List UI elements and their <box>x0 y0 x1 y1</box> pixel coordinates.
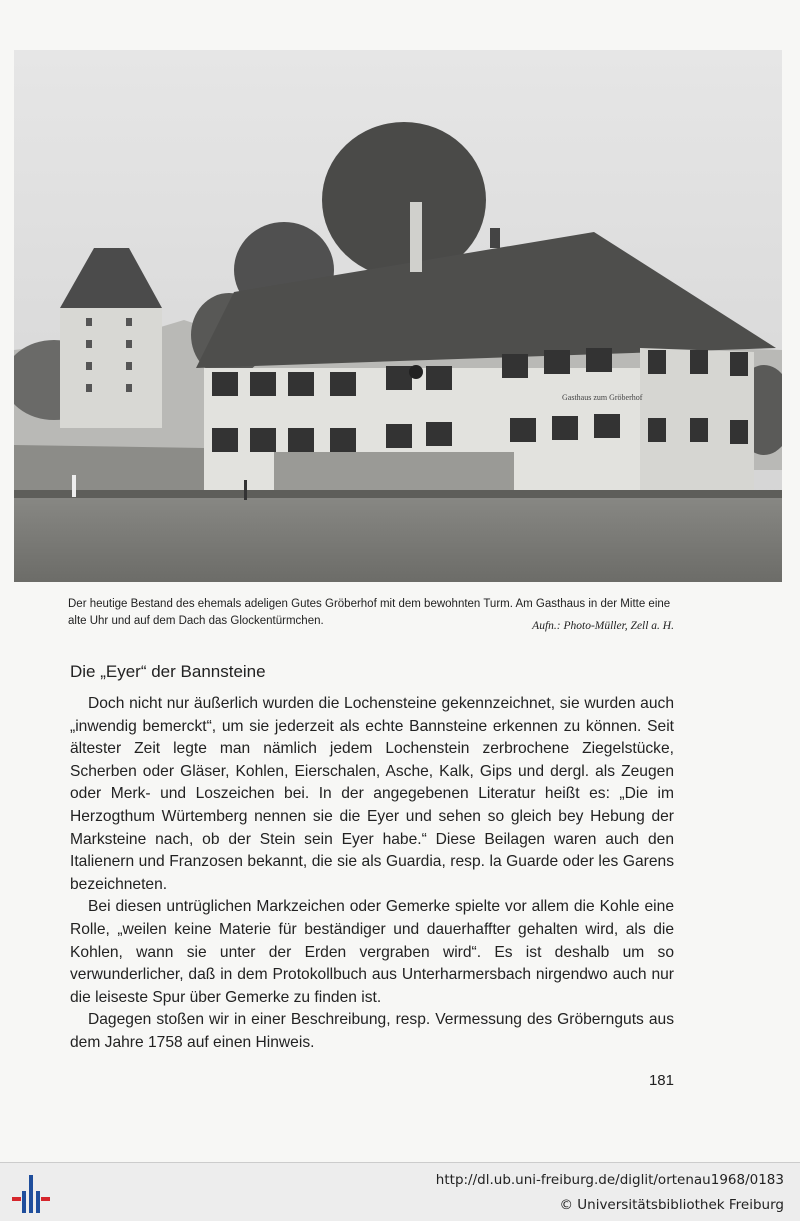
footer-bar <box>0 1162 800 1221</box>
university-library-logo-icon <box>12 1175 50 1213</box>
caption-text: Der heutige Bestand des ehemals adeligen Gutes Gröberhof mit dem bewohnten Turm. Am Gasthaus in der Mitte eine alte Uhr und auf dem Dach das Glockentürmchen. <box>68 598 671 627</box>
page-number: 181 <box>648 1072 674 1089</box>
photo-credit: Aufn.: Photo-Müller, Zell a. H. <box>532 620 674 632</box>
paragraph: Bei diesen untrüglichen Markzeichen oder Gemerke spielte vor allem die Kohle eine Rolle, „weilen keine Materie für beständiger und dauerhaffter gehalten wird, als die Kohlen, wann sie unter der Erden vergraben wird“. Es ist deshalb um so verwunderlicher, daß in dem Protokollbuch aus Unterharmersbach nirgendwo auch nur die leiseste Spur über Gemerke zu finden ist. <box>70 898 674 1006</box>
photo-caption <box>68 596 674 630</box>
photograph-groeberhof <box>14 50 782 582</box>
paragraph: Dagegen stoßen wir in einer Beschreibung, resp. Vermessung des Gröbernguts aus dem Jahre 1758 auf einen Hinweis. <box>70 1011 674 1051</box>
copyright-notice: © Universitätsbibliothek Freiburg <box>559 1197 784 1213</box>
body-text <box>70 693 674 1055</box>
inn-sign-text: Gasthaus zum Gröberhof <box>562 393 643 402</box>
paragraph: Doch nicht nur äußerlich wurden die Lochensteine gekennzeichnet, sie wurden auch „inwendig bemerckt“, um sie jederzeit als echte Bannsteine erkennen zu können. Seit ältester Zeit legte man nämlich jedem Lochenstein zerbrochene Ziegelstücke, Scherben oder Gläser, Kohlen, Eierschalen, Asche, Kalk, Gips und dergl. als Zeugen oder Merk- und Loszeichen bei. In der angegebenen Literatur heißt es: „Die im Herzogthum Würtemberg nennen sie die Eyer und sehen so gleich bey Hebung der Marksteine nach, ob der Stein sein Eyer habe.“ Diese Beilagen waren auch den Italienern und Franzosen bekannt, die sie als Guardia, resp. la Guarde oder les Garens bezeichneten. <box>70 695 674 893</box>
section-heading: Die „Eyer“ der Bannsteine <box>70 662 266 681</box>
photo-illustration <box>14 50 782 582</box>
source-url-link[interactable]: http://dl.ub.uni-freiburg.de/diglit/ortenau1968/0183 <box>435 1172 784 1188</box>
